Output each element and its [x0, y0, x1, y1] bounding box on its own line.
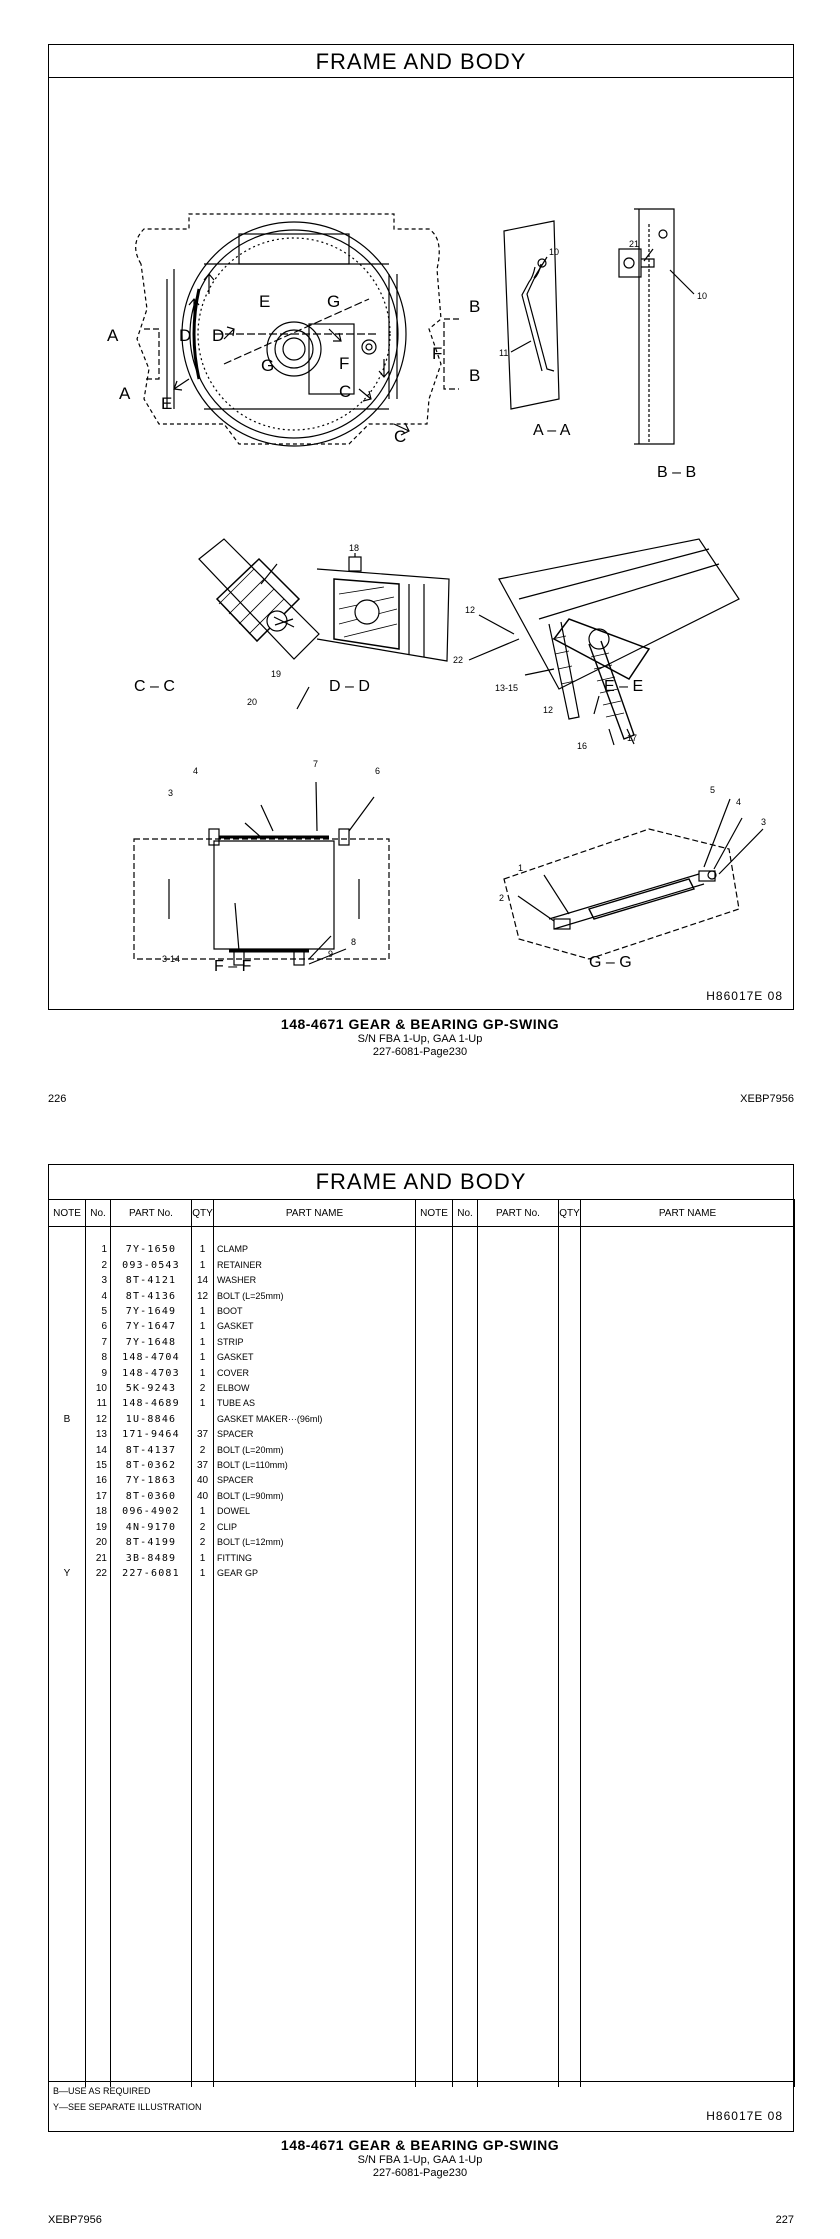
callout-5: 5	[710, 785, 716, 795]
parts-list-frame	[48, 1164, 794, 2132]
parts-table	[48, 1199, 795, 2087]
callout-6: 6	[375, 766, 381, 776]
page-number: 227	[775, 2214, 794, 2226]
table-row: 6 7Y-1647 1 GASKET	[49, 1319, 795, 1334]
serial-range: S/N FBA 1-Up, GAA 1-Up	[357, 2154, 483, 2166]
assembly-caption: 148-4671 GEAR & BEARING GP-SWING	[280, 1016, 560, 1032]
view-letter-c: C	[339, 382, 352, 401]
illustration-frame	[48, 44, 794, 1010]
table-row: 21 3B-8489 1 FITTING	[49, 1551, 795, 1566]
table-row: 20 8T-4199 2 BOLT (L=12mm)	[49, 1535, 795, 1550]
serial-range: S/N FBA 1-Up, GAA 1-Up	[357, 1033, 483, 1045]
illustration-code: H86017E 08	[706, 989, 783, 1003]
table-row: Y 22 227-6081 1 GEAR GP	[49, 1566, 795, 1581]
parts-table-body	[49, 1227, 795, 2088]
table-row: 13 171-9464 37 SPACER	[49, 1427, 795, 1442]
assembly-caption: 148-4671 GEAR & BEARING GP-SWING	[280, 2137, 560, 2153]
title-divider	[49, 77, 793, 78]
section-ee	[499, 539, 739, 739]
note-b: B—USE AS REQUIRED	[53, 2086, 151, 2096]
col-part-name: PART NAME	[214, 1200, 416, 1227]
page-title: FRAME AND BODY	[315, 1169, 527, 1194]
view-letter-b: B	[469, 366, 481, 385]
view-letter-d: D	[212, 326, 225, 345]
table-row: 7 7Y-1648 1 STRIP	[49, 1335, 795, 1350]
col-part-no: PART No.	[478, 1200, 559, 1227]
table-row: 18 096-4902 1 DOWEL	[49, 1504, 795, 1519]
callout-11: 11	[499, 348, 509, 358]
table-row: 8 148-4704 1 GASKET	[49, 1350, 795, 1365]
section-bb	[619, 209, 674, 444]
table-header-row	[49, 1200, 795, 1227]
col-part-name: PART NAME	[581, 1200, 795, 1227]
col-no: No.	[453, 1200, 478, 1227]
table-row: 17 8T-0360 40 BOLT (L=90mm)	[49, 1489, 795, 1504]
section-label-ff: F – F	[214, 958, 252, 975]
table-row: B 12 1U-8846 GASKET MAKER···(96ml)	[49, 1412, 795, 1427]
col-part-no: PART No.	[111, 1200, 192, 1227]
table-row: 2 093-0543 1 RETAINER	[49, 1258, 795, 1273]
callout-8: 8	[351, 937, 357, 947]
view-letter-f: F	[339, 354, 350, 373]
table-row: 11 148-4689 1 TUBE AS	[49, 1396, 795, 1411]
callout-17: 17	[627, 733, 638, 743]
section-label-cc: C – C	[134, 678, 175, 695]
callout-3-14: 3-14	[162, 954, 181, 964]
document-code: XEBP7956	[48, 2214, 102, 2226]
callout-21: 21	[629, 239, 640, 249]
section-label-bb: B – B	[657, 464, 697, 481]
view-letter-e: E	[259, 292, 271, 311]
callout-20: 20	[247, 697, 258, 707]
page-reference: 227-6081-Page230	[372, 1046, 468, 1058]
callout-9: 9	[328, 949, 334, 959]
table-row: 19 4N-9170 2 CLIP	[49, 1520, 795, 1535]
callout-2: 2	[499, 893, 505, 903]
callout-12: 12	[543, 705, 554, 715]
callout-19: 19	[271, 669, 282, 679]
table-row: 10 5K-9243 2 ELBOW	[49, 1381, 795, 1396]
view-letter-b: B	[469, 297, 481, 316]
col-no: No.	[86, 1200, 111, 1227]
notes-divider	[49, 2081, 793, 2082]
table-row: 14 8T-4137 2 BOLT (L=20mm)	[49, 1443, 795, 1458]
callout-4: 4	[193, 766, 199, 776]
col-qty: QTY	[559, 1200, 581, 1227]
callout-10: 10	[549, 247, 560, 257]
section-dd	[317, 557, 449, 661]
section-label-aa: A – A	[533, 422, 571, 439]
section-gg	[504, 829, 739, 959]
col-note: NOTE	[49, 1200, 86, 1227]
callout-10: 10	[697, 291, 708, 301]
section-label-ee: E – E	[604, 678, 644, 695]
callout-22: 22	[453, 655, 464, 665]
view-letter-c: C	[394, 427, 407, 446]
section-label-gg: G – G	[589, 954, 632, 971]
page-number: 226	[48, 1093, 67, 1105]
exploded-parts-diagram	[49, 79, 793, 1009]
callout-1: 1	[518, 863, 524, 873]
callout-13-15: 13-15	[495, 683, 519, 693]
document-code: XEBP7956	[740, 1093, 794, 1105]
callout-12: 12	[465, 605, 476, 615]
view-letter-a: A	[119, 384, 131, 403]
notes-block	[53, 2083, 202, 2115]
callout-7: 7	[313, 759, 319, 769]
section-label-dd: D – D	[329, 678, 370, 695]
illustration-code: H86017E 08	[706, 2109, 783, 2123]
view-letter-f: F	[432, 344, 443, 363]
table-row: 9 148-4703 1 COVER	[49, 1366, 795, 1381]
note-y: Y—SEE SEPARATE ILLUSTRATION	[53, 2102, 202, 2112]
col-qty: QTY	[192, 1200, 214, 1227]
table-row: 4 8T-4136 12 BOLT (L=25mm)	[49, 1289, 795, 1304]
callout-16: 16	[577, 741, 588, 751]
callout-18: 18	[349, 543, 360, 553]
view-letter-d: D	[179, 326, 192, 345]
view-letter-g: G	[327, 292, 341, 311]
page-title: FRAME AND BODY	[315, 49, 527, 74]
callout-3: 3	[761, 817, 767, 827]
section-cc	[199, 539, 319, 659]
table-row: 1 7Y-1650 1 CLAMP	[49, 1242, 795, 1257]
view-letter-g: G	[261, 356, 275, 375]
callout-4: 4	[736, 797, 742, 807]
view-letter-a: A	[107, 326, 119, 345]
col-note: NOTE	[416, 1200, 453, 1227]
table-row: 16 7Y-1863 40 SPACER	[49, 1473, 795, 1488]
table-row: 3 8T-4121 14 WASHER	[49, 1273, 795, 1288]
table-row: 15 8T-0362 37 BOLT (L=110mm)	[49, 1458, 795, 1473]
view-letter-e: E	[161, 394, 173, 413]
table-row: 5 7Y-1649 1 BOOT	[49, 1304, 795, 1319]
page-reference: 227-6081-Page230	[372, 2167, 468, 2179]
callout-3: 3	[168, 788, 174, 798]
